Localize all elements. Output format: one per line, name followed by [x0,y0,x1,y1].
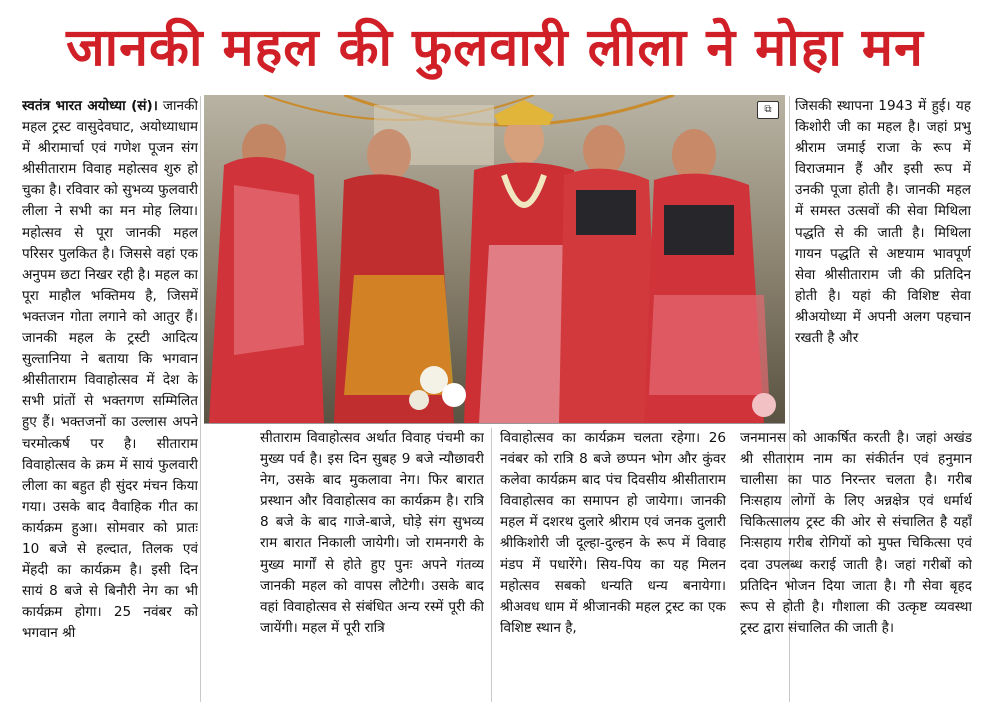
share-icon[interactable]: ⧉ [757,101,779,119]
column-rule-1 [200,96,201,702]
article-column-2 [260,428,484,702]
headline: जानकी महल की फुलवारी लीला ने मोहा मन [66,17,924,78]
column-2-text: सीताराम विवाहोत्सव अर्थात विवाह पंचमी का मुख्य पर्व है। इस दिन सुबह 9 बजे न्यौछावरी नेग, उसके बाद मुकलावा नेग। फिर बारात प्रस्थान और विवाहोत्सव का कार्यक्रम है। रात्रि 8 बजे के बाद गाजे-बाजे, घोड़े संग सुभव्य राम बारात निकाली जायेगी। जो रामनगरी के मुख्य मार्गों से होते हुए पुनः अपने गंतव्य जानकी महल को वापस लौटेगी। उसके बाद वहां विवाहोत्सव से संबंधित अन्य रस्में पूरी की जायेंगी। महल में पूरी रात्रि [260,430,484,636]
article-column-3 [500,428,726,702]
column-rule-2 [491,428,492,702]
column-1-text: जानकी महल ट्रस्ट वासुदेवघाट, अयोध्याधाम में श्रीरामार्चा एवं गणेश पूजन संग श्रीसीताराम विवाह महोत्सव शुरु हो चुका है। रविवार को सुभव्य फुलवारी लीला ने सभी का मन मोह लिया। महोत्सव से पूरा जानकी महल परिसर पुलकित है। जिससे वहां एक अनुपम छटा निखर रही है। महल का पूरा माहौल भक्तिमय है, जिसमें भक्तजन गोता लगाने को आतुर हैं। जानकी महल के ट्रस्टी आदित्य सुल्तानिया ने बताया कि भगवान श्रीसीताराम विवाहोत्सव में देश के सभी प्रांतों से भक्तगण सम्मिलित हुए हैं। भक्तजनों का उल्लास अपने चरमोत्कर्ष पर है। सीताराम विवाहोत्सव के क्रम में सायं फुलवारी लीला का बहुत ही सुंदर मंचन किया गया। उसके बाद वैवाहिक गीत का कार्यक्रम हुआ। सोमवार को प्रातः 10 बजे से हल्दात, तिलक एवं मेंहदी का कार्यक्रम है। इसी दिन सायं 8 बजे से बिनौरी नेग का भी कार्यक्रम होगा। 25 नवंबर को भगवान श्री [22,98,198,642]
article-column-1 [22,96,198,702]
column-3-text: विवाहोत्सव का कार्यक्रम चलता रहेगा। 26 नवंबर को रात्रि 8 बजे छप्पन भोग और कुंवर कलेवा कार्यक्रम बाद पंच दिवसीय श्रीसीताराम विवाहोत्सव का समापन हो जायेगा। जानकी महल में दशरथ दुलारे श्रीराम एवं जनक दुलारी श्रीकिशोरी जी दूल्हा-दुल्हन के रूप में विवाह मंडप में पधारेंगे। सिय-पिय का यह मिलन महोत्सव सबको धन्यति धन्य बनायेगा। श्रीअवध धाम में श्रीजानकी महल ट्रस्ट का एक विशिष्ट स्थान है, [500,430,726,636]
article-column-4-bottom [740,428,972,702]
article-photo [204,95,785,424]
column-4-top-text: जिसकी स्थापना 1943 में हुई। यह किशोरी जी का महल है। जहां प्रभु श्रीराम जमाई राजा के रूप में विराजमान हैं और इसी रूप में उनकी पूजा होती है। जानकी महल में समस्त उत्सवों की सेवा मिथिला पद्धति से की जाती है। मिथिला गायन पद्धति से अष्टयाम भावपूर्ण सेवा श्रीसीताराम जी की प्रतिदिन होती है। यहां की विशिष्ट सेवा श्रीअयोध्या में अपनी अलग पहचान रखती है और [795,98,971,347]
photo-illustration [204,95,785,423]
article-column-4-top [795,96,971,428]
column-4-bottom-text: जनमानस को आकर्षित करती है। जहां अखंड श्री सीताराम नाम का संकीर्तन एवं हनुमान चालीसा का पाठ निरन्तर चलता है। गरीब निःसहाय लोगों के लिए अन्नक्षेत्र एवं धर्मार्थ चिकित्सालय ट्रस्ट की ओर से संचालित है यहाँ निःसहाय गरीब रोगियों को मुफ्त चिकित्सा एवं दवा उपलब्ध कराई जाती है। जहां गरीबों को प्रतिदिन भोजन दिया जाता है। गौ सेवा बृहद रूप से होती है। गौशाला की उत्कृष्ट व्यवस्था ट्रस्ट द्वारा संचालित की जाती है। [740,430,972,636]
dateline: स्वतंत्र भारत अयोध्या (सं)। [22,98,158,114]
